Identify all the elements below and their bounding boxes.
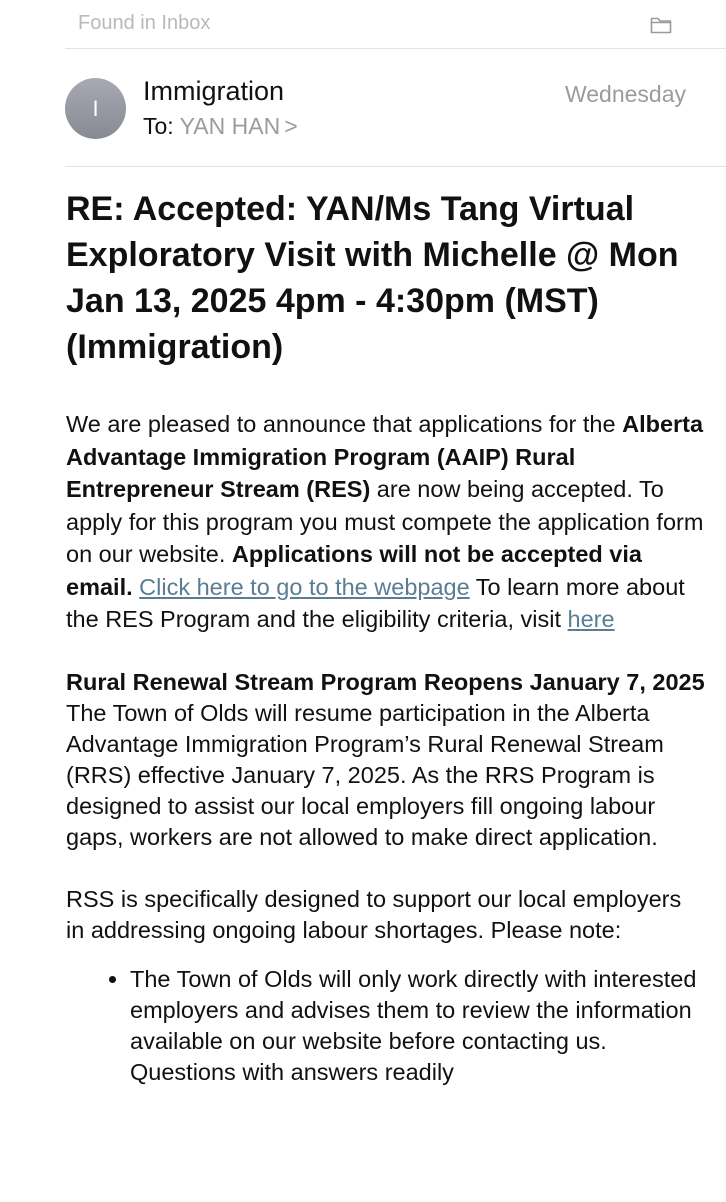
- recipient-line[interactable]: [143, 113, 298, 140]
- intro-text: We are pleased to announce that applications for the: [66, 411, 623, 437]
- sender-name[interactable]: Immigration: [143, 76, 285, 106]
- webpage-link[interactable]: Click here to go to the webpage: [139, 573, 470, 600]
- recipient-name[interactable]: YAN HAN: [179, 113, 281, 139]
- found-in-inbox-label[interactable]: Found in Inbox: [78, 12, 211, 34]
- intro-paragraph: [66, 408, 706, 636]
- program-name: Alberta Advantage Immigration Program (AAIP) Rural Entrepreneur Stream (RES): [66, 411, 704, 502]
- here-link[interactable]: here: [567, 606, 615, 632]
- folder-icon[interactable]: [650, 14, 672, 34]
- intro-text-continued: are now being accepted. To apply for this program you must compete the application form on our website.: [66, 476, 704, 567]
- to-label: To:: [143, 113, 174, 139]
- rss-paragraph: RSS is specifically designed to support our local employers in addressing ongoing labour shortages. Please note:: [66, 885, 682, 943]
- chevron-right-icon[interactable]: >: [284, 113, 298, 139]
- email-body: [66, 408, 706, 1088]
- top-bar: [0, 0, 726, 48]
- intro-text-end: To learn more about the RES Program and the eligibility criteria, visit: [66, 573, 685, 632]
- email-subject: RE: Accepted: YAN/Ms Tang Virtual Exploratory Visit with Michelle @ Mon Jan 13, 2025 4pm - 4:30pm (MST) (Immigration): [66, 190, 679, 366]
- notes-list: [66, 964, 706, 1088]
- email-not-accepted-notice: Applications will not be accepted via email.: [66, 541, 642, 600]
- avatar-initial: I: [92, 95, 99, 121]
- avatar[interactable]: [65, 78, 126, 139]
- divider: [65, 48, 726, 49]
- section-heading: Rural Renewal Stream Program Reopens January 7, 2025: [66, 668, 705, 695]
- section-paragraph: The Town of Olds will resume participation in the Alberta Advantage Immigration Program’s Rural Renewal Stream (RRS) effective January 7, 2025. As the RRS Program is designed to assist our local employers fill ongoing labour gaps, workers are not allowed to make direct application.: [66, 699, 664, 850]
- list-item: • The Town of Olds will only work directly with interested employers and advises them to review the information available on our website before contacting us. Questions with answers readily: [130, 964, 706, 1088]
- divider: [65, 166, 726, 167]
- email-date: Wednesday: [564, 81, 686, 107]
